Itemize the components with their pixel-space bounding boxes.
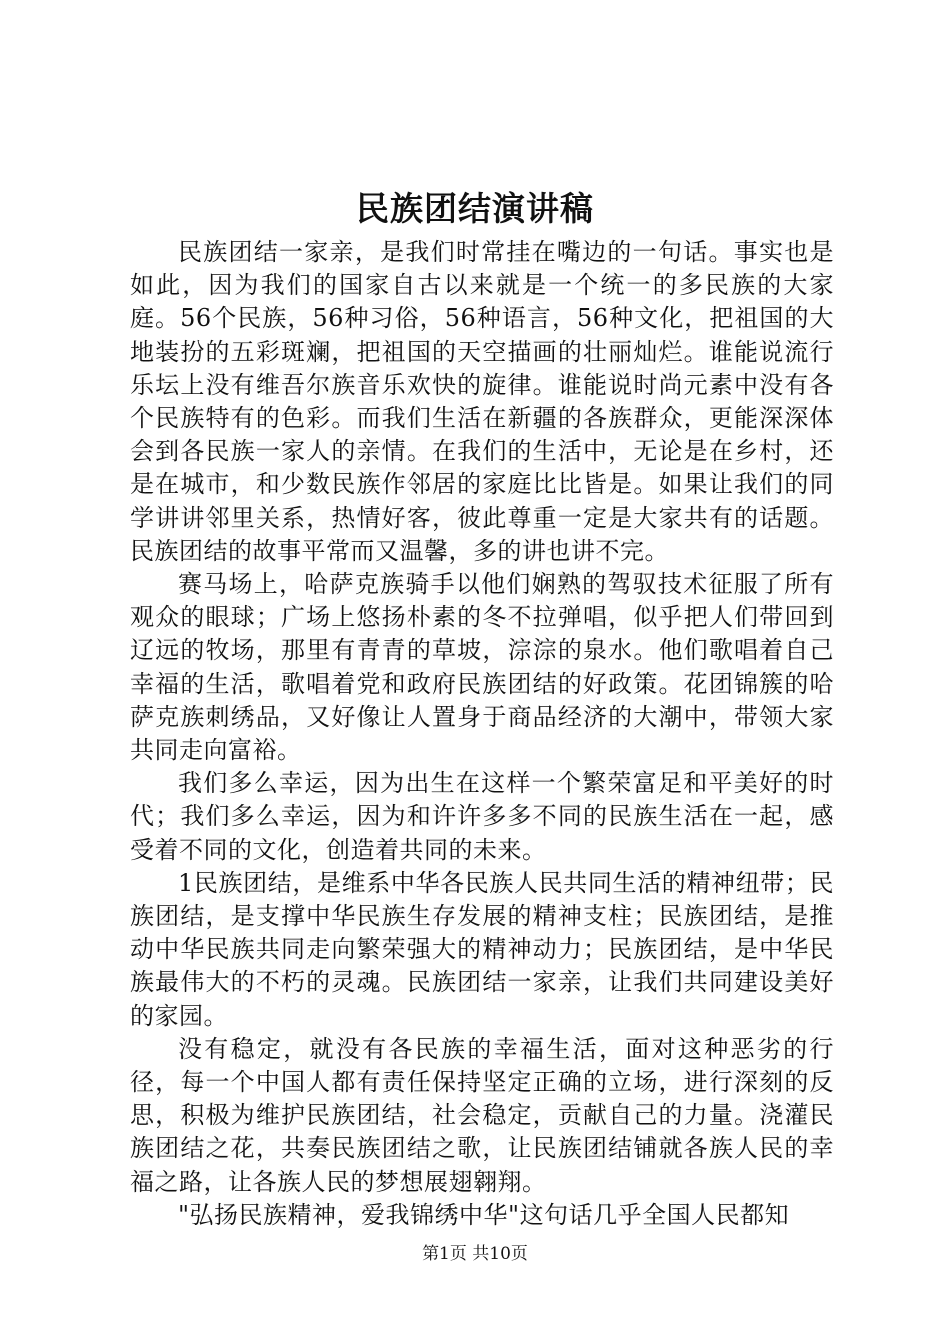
paragraph-6: "弘扬民族精神，爱我锦绣中华"这句话几乎全国人民都知 bbox=[178, 1200, 790, 1229]
paragraph-5: 没有稳定，就没有各民族的幸福生活，面对这种恶劣的行径，每一个中国人都有责任保持坚定正确的立场，进行深刻的反思，积极为维护民族团结，社会稳定，贡献自己的力量。浇灌民族团结之花，共奏民族团结之歌，让民族团结铺就各族人民的幸福之路，让各族人民的梦想展翅翱翔。 bbox=[130, 1034, 834, 1196]
paragraph-1: 民族团结一家亲，是我们时常挂在嘴边的一句话。事实也是如此，因为我们的国家自古以来就是一个统一的多民族的大家庭。56个民族，56种习俗，56种语言，56种文化，把祖国的大地装扮的五彩斑斓，把祖国的天空描画的壮丽灿烂。谁能说流行乐坛上没有维吾尔族音乐欢快的旋律。谁能说时尚元素中没有各个民族特有的色彩。而我们生活在新疆的各族群众，更能深深体会到各民族一家人的亲情。在我们的生活中，无论是在乡村，还是在城市，和少数民族作邻居的家庭比比皆是。如果让我们的同学讲讲邻里关系，热情好客，彼此尊重一定是大家共有的话题。民族团结的故事平常而又温馨，多的讲也讲不完。 bbox=[130, 238, 834, 565]
paragraph-2: 赛马场上，哈萨克族骑手以他们娴熟的驾驭技术征服了所有观众的眼球；广场上悠扬朴素的冬不拉弹唱，似乎把人们带回到辽远的牧场，那里有青青的草坡，淙淙的泉水。他们歌唱着自己幸福的生活，歌唱着党和政府民族团结的好政策。花团锦簇的哈萨克族刺绣品，又好像让人置身于商品经济的大潮中，带领大家共同走向富裕。 bbox=[130, 570, 834, 765]
paragraph-4: 1民族团结，是维系中华各民族人民共同生活的精神纽带；民族团结，是支撑中华民族生存发展的精神支柱；民族团结，是推动中华民族共同走向繁荣强大的精神动力；民族团结，是中华民族最伟大的不朽的灵魂。民族团结一家亲，让我们共同建设美好的家园。 bbox=[130, 868, 834, 1030]
document-body bbox=[130, 236, 834, 1232]
paragraph-3: 我们多么幸运，因为出生在这样一个繁荣富足和平美好的时代；我们多么幸运，因为和许许多多不同的民族生活在一起，感受着不同的文化，创造着共同的未来。 bbox=[130, 769, 834, 864]
document-title: 民族团结演讲稿 bbox=[356, 189, 594, 228]
page-number-footer: 第1页 共10页 bbox=[422, 1244, 528, 1264]
